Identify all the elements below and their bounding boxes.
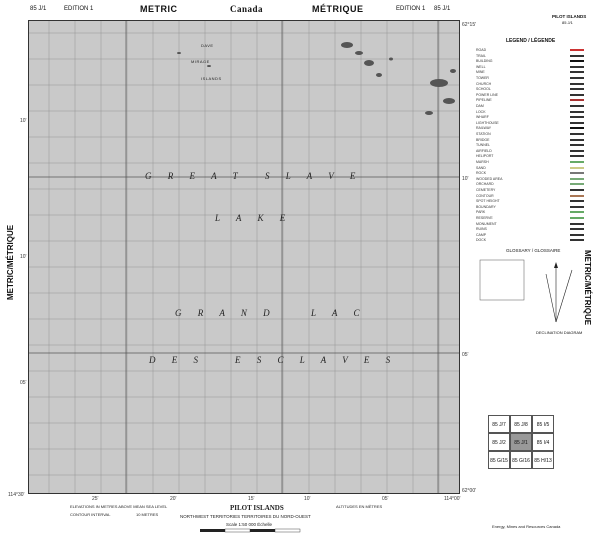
glossary-title: GLOSSARY / GLOSSAIRE: [506, 248, 561, 253]
metric-right: MÉTRIQUE: [312, 4, 364, 14]
legend-symbol: [570, 139, 584, 141]
legend-row: [476, 205, 588, 209]
canada-wordmark: Canada: [230, 4, 264, 14]
sheet-number-left: 85 J/1: [30, 6, 47, 12]
legend-sheet-title: PILOT ISLANDS: [552, 14, 587, 19]
water-label-grand: G R A N D: [175, 308, 277, 318]
legend-symbol: [570, 178, 584, 180]
index-cell: 85 I/4: [532, 433, 554, 451]
legend-row-label: CHURCH: [476, 81, 492, 86]
legend-row-label: CEMETERY: [476, 188, 496, 192]
legend-row: [476, 233, 588, 237]
legend-symbol: [570, 111, 584, 113]
index-cell: 85 G/15: [488, 451, 510, 469]
legend-symbol: [570, 116, 584, 118]
agency-credit: Energy, Mines and Resources Canada: [492, 524, 561, 529]
legend-symbol: [570, 155, 584, 157]
legend-row: [476, 194, 588, 198]
legend-row-label: DAM: [476, 104, 484, 108]
legend-row: [476, 160, 588, 164]
index-cell: 85 J/8: [510, 415, 532, 433]
legend-symbol: [570, 150, 584, 152]
legend-row-label: ORCHARD: [476, 182, 494, 187]
legend-symbol: [570, 105, 584, 107]
legend-symbol: [570, 60, 584, 62]
legend-row: [476, 154, 588, 158]
legend-row-label: RESERVE: [476, 216, 493, 220]
legend-symbol: [570, 167, 584, 169]
legend-symbol: [570, 71, 584, 73]
map-frame[interactable]: [28, 20, 460, 494]
legend-row-label: MARSH: [476, 160, 489, 164]
legend-symbol: [570, 144, 584, 146]
legend-row: [476, 177, 588, 181]
contour-value: 10 METRES: [136, 512, 159, 517]
legend-row-label: MONUMENT: [476, 221, 497, 226]
legend-symbol: [570, 99, 584, 101]
legend-row: [476, 222, 588, 226]
elevations-note: ELEVATIONS IN METRES ABOVE MEAN SEA LEVEL: [70, 504, 168, 509]
legend-row-label: MINE: [476, 70, 485, 75]
index-cell: 85 I/5: [532, 415, 554, 433]
legend-symbol: [570, 195, 584, 197]
legend-row-label: PARK: [476, 210, 486, 215]
legend-row-label: RAILWAY: [476, 126, 492, 131]
legend-row-label: BOUNDARY: [476, 204, 496, 209]
bottom-tick-1: 25': [92, 496, 99, 502]
scale-bar: [200, 528, 310, 534]
legend-row: [476, 166, 588, 170]
legend-row: [476, 65, 588, 69]
legend-row: [476, 199, 588, 203]
legend-symbol: [570, 200, 584, 202]
adjoining-sheets-index: [488, 415, 554, 469]
legend-row-label: TOWER: [476, 76, 489, 80]
right-tick-1: 10': [462, 176, 469, 182]
legend-row: [476, 76, 588, 80]
declination-label: DECLINATION DIAGRAM: [536, 330, 583, 335]
legend-row-label: LOCK: [476, 109, 486, 114]
legend-row: [476, 87, 588, 91]
legend-row-label: HELIPORT: [476, 154, 494, 159]
legend-row: [476, 82, 588, 86]
legend-row: [476, 149, 588, 153]
bottom-tick-5: 05': [382, 496, 389, 502]
legend-symbol: [570, 127, 584, 129]
legend-row-label: BUILDING: [476, 59, 493, 64]
legend-row-label: TRAIL: [476, 53, 486, 58]
legend-row: [476, 121, 588, 125]
legend-symbol: [570, 183, 584, 185]
water-label-great: G R E A T: [145, 171, 245, 181]
island-label-islands: ISLANDS: [201, 76, 222, 81]
legend-symbol: [570, 122, 584, 124]
legend-row: [476, 227, 588, 231]
legend-row: [476, 138, 588, 142]
legend-row: [476, 110, 588, 114]
legend-symbol: [570, 206, 584, 208]
bottom-tick-2: 20': [170, 496, 177, 502]
legend-row: [476, 126, 588, 130]
water-label-slave: S L A V E: [265, 171, 363, 181]
map-title: PILOT ISLANDS: [230, 504, 284, 512]
legend-row: [476, 238, 588, 242]
legend-row-label: WOODED AREA: [476, 176, 503, 181]
right-tick-2: 05': [462, 352, 469, 358]
legend-symbol: [570, 66, 584, 68]
legend-sheet-number: 85 J/1: [562, 20, 573, 25]
legend-row-label: POWER LINE: [476, 92, 498, 97]
legend-row-label: ROAD: [476, 48, 487, 52]
legend-row-label: WELL: [476, 64, 486, 69]
corner-lat-bottom: 62°00': [462, 488, 477, 494]
legend-row: [476, 93, 588, 97]
corner-long-left: 114°30': [8, 492, 25, 498]
legend-row: [476, 104, 588, 108]
bottom-tick-3: 15': [248, 496, 255, 502]
legend-row: [476, 132, 588, 136]
legend-row-label: SCHOOL: [476, 87, 491, 92]
legend-symbol: [570, 161, 584, 163]
legend-symbol: [570, 228, 584, 230]
legend-row: [476, 48, 588, 52]
bottom-tick-4: 10': [304, 496, 311, 502]
legend-row: [476, 182, 588, 186]
legend-symbol: [570, 133, 584, 135]
legend-row-label: CAMP: [476, 232, 487, 237]
legend-row: [476, 115, 588, 119]
legend-row-label: LIGHTHOUSE: [476, 120, 499, 125]
legend-row: [476, 54, 588, 58]
index-cell-current: 85 J/1: [510, 433, 532, 451]
legend-row-label: DOCK: [476, 238, 487, 243]
legend-symbol: [570, 55, 584, 57]
legend-row: [476, 98, 588, 102]
legend-row: [476, 59, 588, 63]
legend-row-label: PIPELINE: [476, 98, 492, 103]
declination-diagram: [476, 256, 588, 326]
index-cell: 85 J/7: [488, 415, 510, 433]
edition-left: EDITION 1: [64, 6, 94, 12]
legend-row: [476, 143, 588, 147]
legend-symbol: [570, 49, 584, 51]
index-cell: 85 G/16: [510, 451, 532, 469]
legend-row-label: WHARF: [476, 115, 489, 120]
legend-row-label: CONTOUR: [476, 193, 494, 198]
corner-long-right: 114°00': [444, 496, 461, 502]
legend-row-label: SPOT HEIGHT: [476, 199, 500, 204]
edition-right: EDITION 1: [396, 6, 426, 12]
legend-row: [476, 70, 588, 74]
legend-symbol: [570, 217, 584, 219]
legend-symbol: [570, 234, 584, 236]
side-label-left: METRIC/MÉTRIQUE: [6, 224, 15, 300]
index-cell: 85 H/13: [532, 451, 554, 469]
island-label-dave: DAVE: [201, 43, 214, 48]
water-label-lake: L A K E: [215, 213, 293, 223]
legend-row: [476, 216, 588, 220]
left-tick-3: 05': [20, 380, 27, 386]
elevations-note-fr: ALTITUDES EN MÈTRES: [336, 504, 383, 509]
legend-row-label: ROCK: [476, 171, 487, 176]
side-label-right: METRIC/MÉTRIQUE: [583, 250, 592, 326]
water-label-des: D E S: [149, 355, 205, 365]
legend-symbol: [570, 172, 584, 174]
corner-lat-top: 62°15': [462, 22, 477, 28]
legend-row: [476, 171, 588, 175]
legend-symbol: [570, 77, 584, 79]
legend-row-label: RUINS: [476, 227, 487, 232]
legend-title: LEGEND / LÉGENDE: [506, 38, 556, 44]
left-tick-1: 10': [20, 118, 27, 124]
water-label-lac: L A C: [311, 308, 367, 318]
legend-row-label: SAND: [476, 165, 486, 170]
legend-row: [476, 210, 588, 214]
map-grid: [29, 21, 460, 494]
legend-symbol: [570, 239, 584, 241]
legend-symbol: [570, 83, 584, 85]
legend-row-label: AIRFIELD: [476, 148, 492, 153]
legend-symbol: [570, 189, 584, 191]
sheet-number-right: 85 J/1: [434, 6, 451, 12]
island-label-mirage: MIRAGE: [191, 59, 210, 64]
legend-row-label: TUNNEL: [476, 143, 491, 148]
left-tick-2: 10': [20, 254, 27, 260]
territory-label: NORTHWEST TERRITORIES TERRITOIRES DU NORD-OUEST: [180, 514, 311, 519]
legend-symbol: [570, 211, 584, 213]
metric-left: METRIC: [140, 4, 178, 14]
scale-label: Scale 1:50 000 Échelle: [226, 522, 273, 527]
legend-symbol: [570, 223, 584, 225]
legend-row-label: BRIDGE: [476, 137, 490, 142]
contour-interval: CONTOUR INTERVAL: [70, 512, 111, 517]
water-label-esclaves: E S C L A V E S: [235, 355, 398, 365]
legend-symbol: [570, 94, 584, 96]
index-cell: 85 J/2: [488, 433, 510, 451]
legend-row: [476, 188, 588, 192]
legend-symbol: [570, 88, 584, 90]
legend-row-label: STATION: [476, 132, 491, 136]
